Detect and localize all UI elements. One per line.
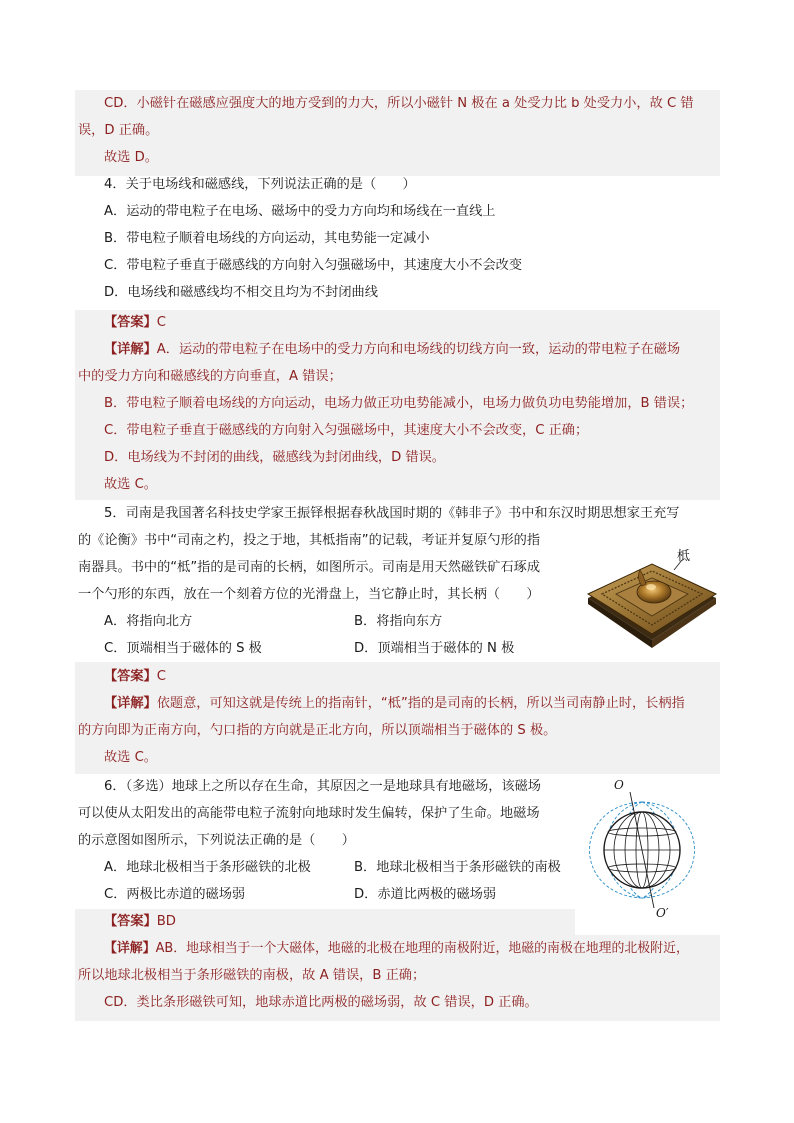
q5-option-a: A．将指向北方 (104, 614, 193, 629)
q4-option-b: B．带电粒子顺着电场线的方向运动，其电势能一定减小 (104, 231, 430, 246)
q5-detail-2: 的方向即为正南方向，勺口指的方向就是正北方向，所以顶端相当于磁体的 S 极。 (78, 723, 557, 738)
q6-option-a: A．地球北极相当于条形磁铁的北极 (104, 860, 311, 875)
q6-stem-2: 可以使从太阳发出的高能带电粒子流射向地球时发生偏转，保护了生命。地磁场 (78, 806, 540, 821)
q5-stem-3: 南器具。书中的“柢”指的是司南的长柄，如图所示。司南是用天然磁铁矿石琢成 (78, 560, 541, 575)
q6-stem-3: 的示意图如图所示，下列说法正确的是（ ） (78, 833, 355, 848)
answer-tag: 【答案】 (104, 669, 157, 684)
q4-detail-5: D．电场线为不封闭的曲线，磁感线为封闭曲线，D 错误。 (104, 450, 445, 465)
q5-choose: 故选 C。 (104, 750, 157, 765)
q6-option-b: B．地球北极相当于条形磁铁的南极 (354, 860, 561, 875)
q6-detail-1 (104, 938, 689, 960)
q5-answer (104, 666, 166, 688)
q4-option-a: A．运动的带电粒子在电场、磁场中的受力方向均和场线在一直线上 (104, 204, 496, 219)
prev-cd-line2: 误，D 正确。 (78, 123, 159, 138)
q4-choose: 故选 C。 (104, 477, 157, 492)
q5-stem-1: 5．司南是我国著名科技史学家王振铎根据春秋战国时期的《韩非子》书中和东汉时期思想家王充写 (104, 506, 680, 521)
prev-choose: 故选 D。 (104, 150, 158, 165)
detail-text: AB．地球相当于一个大磁体，地磁的北极在地理的南极附近，地磁的南极在地理的北极附近， (155, 941, 689, 956)
q6-detail-3: CD．类比条形磁铁可知，地球赤道比两极的磁场弱，故 C 错误，D 正确。 (104, 995, 538, 1010)
q5-option-b: B．将指向东方 (354, 614, 443, 629)
q5-stem-2: 的《论衡》书中“司南之杓，投之于地，其柢指南”的记载，考证并复原勺形的指 (78, 533, 541, 548)
earth-axis-label-bottom: O′ (656, 906, 669, 920)
q6-answer (104, 911, 176, 933)
q4-detail-4: C．带电粒子垂直于磁感线的方向射入匀强磁场中，其速度大小不会改变，C 正确； (104, 423, 589, 438)
prev-cd-line1: CD．小磁针在磁感应强度大的地方受到的力大，所以小磁针 N 极在 a 处受力比 b 处受力小，故 C 错 (104, 96, 694, 111)
detail-tag: 【详解】 (104, 342, 157, 357)
answer-value: C (156, 669, 166, 684)
q5-detail-1 (104, 693, 685, 715)
q4-detail-2: 中的受力方向和磁感线的方向垂直，A 错误； (78, 369, 342, 384)
q4-option-d: D．电场线和磁感线均不相交且均为不封闭曲线 (104, 285, 378, 300)
q4-option-c: C．带电粒子垂直于磁感线的方向射入匀强磁场中，其速度大小不会改变 (104, 258, 523, 273)
q4-stem: 4．关于电场线和磁感线，下列说法正确的是（ ） (104, 177, 416, 192)
detail-tag: 【详解】 (104, 696, 157, 711)
answer-value: C (156, 315, 166, 330)
answer-value: BD (156, 914, 176, 929)
q5-stem-4: 一个勺形的东西，放在一个刻着方位的光滑盘上，当它静止时，其长柄（ ） (78, 587, 540, 602)
sinan-compass-figure (582, 540, 722, 650)
q6-option-d: D．赤道比两极的磁场弱 (354, 887, 497, 902)
answer-band-q5 (75, 662, 720, 774)
earth-axis-label-top: O (614, 778, 624, 792)
q4-detail-3: B．带电粒子顺着电场线的方向运动，电场力做正功电势能减小，电场力做负功电势能增加，B 错误； (104, 396, 694, 411)
detail-text: 依题意，可知这就是传统上的指南针，“柢”指的是司南的长柄，所以当司南静止时，长柄指 (156, 696, 685, 711)
q6-detail-2: 所以地球北极相当于条形磁铁的南极，故 A 错误，B 正确； (78, 968, 426, 983)
sinan-label: 柢 (677, 549, 691, 564)
q6-option-c: C．两极比赤道的磁场弱 (104, 887, 246, 902)
answer-tag: 【答案】 (104, 315, 157, 330)
q5-option-c: C．顶端相当于磁体的 S 极 (104, 641, 262, 656)
detail-tag: 【详解】 (104, 941, 156, 956)
detail-text: A．运动的带电粒子在电场中的受力方向和电场线的切线方向一致，运动的带电粒子在磁场 (156, 342, 681, 357)
q6-stem-1: 6．（多选）地球上之所以存在生命，其原因之一是地球具有地磁场，该磁场 (104, 779, 541, 794)
answer-tag: 【答案】 (104, 914, 157, 929)
earth-magnetic-field-figure (584, 780, 714, 920)
q4-detail-1 (104, 339, 680, 361)
q4-answer (104, 312, 166, 334)
q5-option-d: D．顶端相当于磁体的 N 极 (354, 641, 515, 656)
